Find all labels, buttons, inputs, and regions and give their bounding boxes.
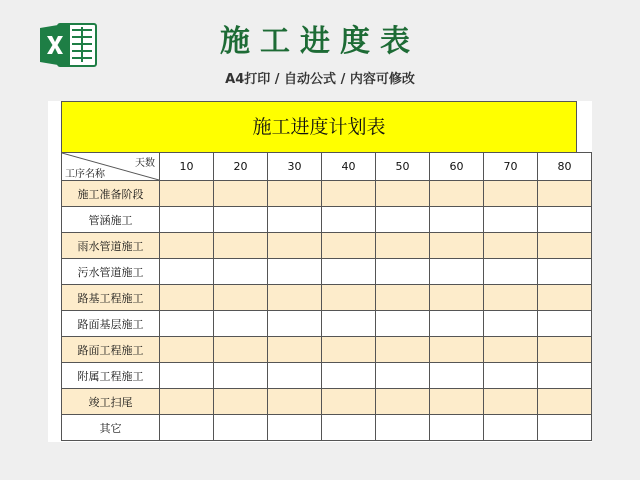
schedule-cell[interactable] xyxy=(214,337,268,363)
table-row xyxy=(62,363,592,389)
schedule-cell[interactable] xyxy=(430,181,484,207)
task-name-cell[interactable]: 管涵施工 xyxy=(62,207,160,233)
schedule-cell[interactable] xyxy=(484,311,538,337)
table-row xyxy=(62,233,592,259)
schedule-cell[interactable] xyxy=(322,207,376,233)
schedule-cell[interactable] xyxy=(376,311,430,337)
schedule-cell[interactable] xyxy=(214,311,268,337)
schedule-cell[interactable] xyxy=(538,181,592,207)
task-name-cell[interactable]: 附属工程施工 xyxy=(62,363,160,389)
schedule-cell[interactable] xyxy=(430,363,484,389)
schedule-cell[interactable] xyxy=(430,337,484,363)
schedule-cell[interactable] xyxy=(376,415,430,441)
task-name-cell[interactable]: 竣工扫尾 xyxy=(62,389,160,415)
task-name-cell[interactable]: 施工准备阶段 xyxy=(62,181,160,207)
schedule-cell[interactable] xyxy=(484,259,538,285)
sheet-title[interactable]: 施工进度计划表 xyxy=(61,101,577,153)
schedule-table xyxy=(61,152,592,441)
schedule-cell[interactable] xyxy=(376,337,430,363)
schedule-cell[interactable] xyxy=(376,207,430,233)
table-row xyxy=(62,285,592,311)
task-name-cell[interactable]: 雨水管道施工 xyxy=(62,233,160,259)
spreadsheet xyxy=(48,101,592,442)
schedule-cell[interactable] xyxy=(376,181,430,207)
day-header-cell[interactable]: 60 xyxy=(430,153,484,181)
schedule-cell[interactable] xyxy=(376,285,430,311)
schedule-cell[interactable] xyxy=(376,233,430,259)
schedule-cell[interactable] xyxy=(214,207,268,233)
schedule-cell[interactable] xyxy=(484,181,538,207)
schedule-cell[interactable] xyxy=(376,259,430,285)
schedule-cell[interactable] xyxy=(160,285,214,311)
header-row xyxy=(62,153,592,181)
schedule-cell[interactable] xyxy=(160,181,214,207)
schedule-cell[interactable] xyxy=(322,363,376,389)
schedule-cell[interactable] xyxy=(160,233,214,259)
schedule-cell[interactable] xyxy=(322,285,376,311)
corner-cell[interactable] xyxy=(62,153,160,181)
schedule-cell[interactable] xyxy=(376,363,430,389)
schedule-cell[interactable] xyxy=(268,311,322,337)
schedule-cell[interactable] xyxy=(322,259,376,285)
schedule-cell[interactable] xyxy=(268,337,322,363)
schedule-cell[interactable] xyxy=(268,363,322,389)
task-name-cell[interactable]: 路面基层施工 xyxy=(62,311,160,337)
schedule-cell[interactable] xyxy=(484,415,538,441)
schedule-cell[interactable] xyxy=(268,285,322,311)
schedule-cell[interactable] xyxy=(160,259,214,285)
schedule-cell[interactable] xyxy=(484,285,538,311)
schedule-cell[interactable] xyxy=(268,207,322,233)
schedule-cell[interactable] xyxy=(538,233,592,259)
schedule-cell[interactable] xyxy=(322,311,376,337)
schedule-cell[interactable] xyxy=(538,207,592,233)
schedule-cell[interactable] xyxy=(322,337,376,363)
schedule-cell[interactable] xyxy=(268,259,322,285)
table-row xyxy=(62,415,592,441)
day-header-cell[interactable]: 10 xyxy=(160,153,214,181)
schedule-cell[interactable] xyxy=(376,389,430,415)
page-subtitle: A4打印 / 自动公式 / 内容可修改 xyxy=(225,72,415,87)
schedule-cell[interactable] xyxy=(484,207,538,233)
schedule-cell[interactable] xyxy=(538,363,592,389)
day-header-cell[interactable]: 70 xyxy=(484,153,538,181)
schedule-cell[interactable] xyxy=(430,259,484,285)
task-name-cell[interactable]: 其它 xyxy=(62,415,160,441)
schedule-cell[interactable] xyxy=(268,415,322,441)
page-title: 施工进度表 xyxy=(220,24,420,59)
schedule-cell[interactable] xyxy=(538,259,592,285)
task-name-cell[interactable]: 路基工程施工 xyxy=(62,285,160,311)
schedule-cell[interactable] xyxy=(430,389,484,415)
day-header-cell[interactable]: 30 xyxy=(268,153,322,181)
schedule-cell[interactable] xyxy=(484,389,538,415)
schedule-cell[interactable] xyxy=(430,233,484,259)
schedule-cell[interactable] xyxy=(484,233,538,259)
schedule-cell[interactable] xyxy=(160,207,214,233)
schedule-cell[interactable] xyxy=(214,389,268,415)
corner-days-label: 天数 xyxy=(135,158,155,169)
schedule-cell[interactable] xyxy=(484,337,538,363)
day-header-cell[interactable]: 50 xyxy=(376,153,430,181)
schedule-cell[interactable] xyxy=(214,233,268,259)
schedule-cell[interactable] xyxy=(538,389,592,415)
schedule-cell[interactable] xyxy=(214,181,268,207)
table-row xyxy=(62,259,592,285)
table-row xyxy=(62,337,592,363)
schedule-cell[interactable] xyxy=(322,233,376,259)
schedule-cell[interactable] xyxy=(430,207,484,233)
day-header-cell[interactable]: 20 xyxy=(214,153,268,181)
schedule-cell[interactable] xyxy=(430,415,484,441)
day-header-cell[interactable]: 40 xyxy=(322,153,376,181)
table-row xyxy=(62,389,592,415)
schedule-cell[interactable] xyxy=(538,285,592,311)
schedule-cell[interactable] xyxy=(538,415,592,441)
table-row xyxy=(62,181,592,207)
schedule-cell[interactable] xyxy=(268,389,322,415)
schedule-cell[interactable] xyxy=(160,389,214,415)
schedule-cell[interactable] xyxy=(538,311,592,337)
schedule-cell[interactable] xyxy=(160,415,214,441)
day-header-cell[interactable]: 80 xyxy=(538,153,592,181)
schedule-cell[interactable] xyxy=(214,363,268,389)
schedule-cell[interactable] xyxy=(430,285,484,311)
schedule-cell[interactable] xyxy=(268,181,322,207)
schedule-cell[interactable] xyxy=(538,337,592,363)
table-row xyxy=(62,311,592,337)
schedule-cell[interactable] xyxy=(214,285,268,311)
schedule-cell[interactable] xyxy=(322,389,376,415)
corner-task-label: 工序名称 xyxy=(65,169,105,180)
schedule-cell[interactable] xyxy=(484,363,538,389)
schedule-cell[interactable] xyxy=(322,181,376,207)
schedule-cell[interactable] xyxy=(160,337,214,363)
task-name-cell[interactable]: 污水管道施工 xyxy=(62,259,160,285)
schedule-cell[interactable] xyxy=(268,233,322,259)
schedule-cell[interactable] xyxy=(160,363,214,389)
schedule-cell[interactable] xyxy=(214,415,268,441)
schedule-cell[interactable] xyxy=(214,259,268,285)
task-name-cell[interactable]: 路面工程施工 xyxy=(62,337,160,363)
schedule-cell[interactable] xyxy=(160,311,214,337)
table-row xyxy=(62,207,592,233)
schedule-cell[interactable] xyxy=(430,311,484,337)
schedule-cell[interactable] xyxy=(322,415,376,441)
